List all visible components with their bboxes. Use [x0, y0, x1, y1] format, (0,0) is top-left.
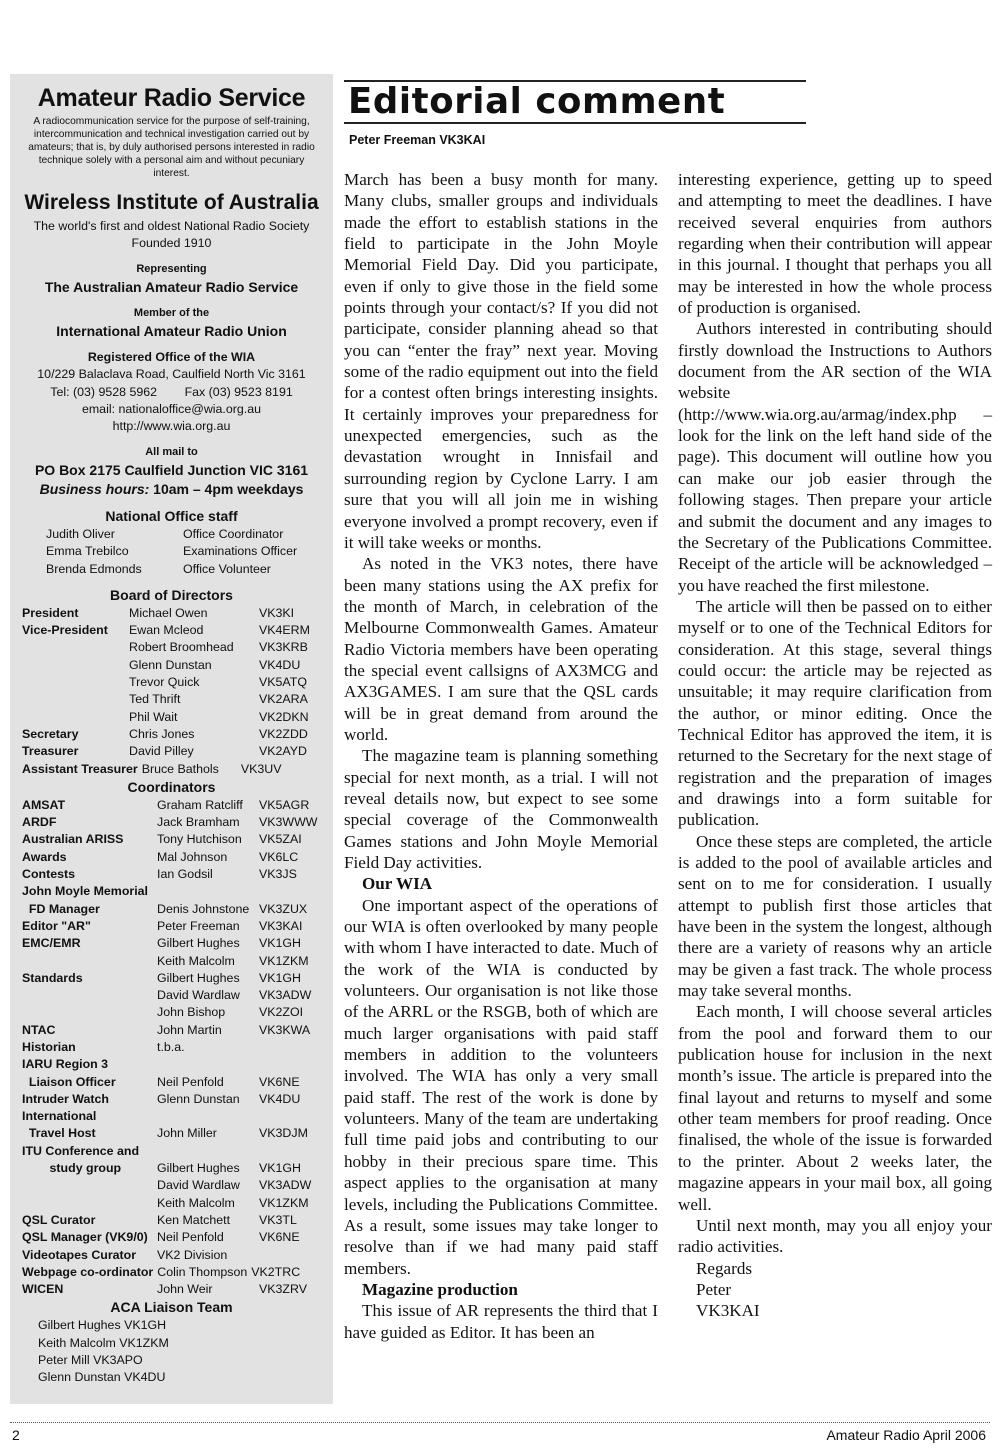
coord-name: VK2 Division	[157, 1247, 228, 1262]
aca-member: Keith Malcolm VK1ZKM	[38, 1335, 169, 1350]
board-call: VK2ZDD	[259, 726, 308, 741]
board-role	[22, 657, 129, 674]
org-name: Wireless Institute of Australia	[24, 191, 319, 214]
coord-call: VK1ZKM	[259, 1195, 309, 1210]
coord-role: John Moyle Memorial	[22, 884, 148, 899]
coord-call	[259, 1247, 321, 1264]
staff-role: Office Coordinator	[183, 526, 284, 541]
staff-name: Brenda Edmonds	[46, 561, 142, 576]
coord-call: VK1GH	[259, 970, 302, 985]
org-tagline: The world's first and oldest National Radio Society	[33, 219, 310, 233]
article-column-1	[344, 169, 658, 1343]
member-label: Member of the	[133, 306, 210, 319]
representing-value: The Australian Amateur Radio Service	[44, 278, 299, 295]
board-role	[22, 639, 129, 656]
aca-member: Peter Mill VK3APO	[38, 1353, 143, 1368]
article-column-2	[678, 169, 992, 1322]
article-paragraph: As noted in the VK3 notes, there have been many stations using the AX prefix for the month of March, in celebration of the Melbourne Commonwealth Games. Amateur Radio Victoria members have been operating the special event callsigns of AX3MCG and AX3GAMES. I am sure that the QSL cards will be in great demand from around the world.	[344, 554, 658, 744]
coord-name: Denis Johnstone	[157, 901, 250, 916]
headline-rule-bottom	[344, 122, 806, 124]
coord-role: ARDF	[22, 815, 57, 830]
hours-label: Business hours:	[39, 480, 150, 497]
coord-name: John Martin	[157, 1022, 222, 1037]
coord-role: Australian ARISS	[22, 832, 124, 847]
coord-call: VK3ZRV	[259, 1282, 307, 1297]
hours-value: 10am – 4pm weekdays	[149, 480, 304, 497]
board-role: President	[22, 605, 79, 620]
coord-name: Ken Matchett	[157, 1212, 231, 1227]
board-role: Secretary	[22, 726, 79, 741]
coord-name: John Miller	[157, 1126, 217, 1141]
board-call: VK2DKN	[259, 709, 309, 724]
aca-list	[22, 1317, 321, 1386]
signoff-line: VK3KAI	[696, 1301, 760, 1321]
coord-call: VK3KAI	[259, 918, 303, 933]
coord-role: Standards	[22, 970, 83, 985]
coord-call: VK3ADW	[259, 1178, 312, 1193]
coord-call: VK3ADW	[259, 988, 312, 1003]
article-paragraph: Once these steps are completed, the article is added to the pool of available articles and sent on to me for consideration. I usually attempt to publish first those articles that have been in the system the longest, although there are a variety of reasons why an article may be given a fast track. The whole process may take several months.	[678, 831, 992, 1001]
board-role	[22, 674, 129, 691]
coord-name: Mal Johnson	[157, 849, 228, 864]
staff-name: Judith Oliver	[46, 526, 115, 541]
mail-label: All mail to	[145, 445, 198, 458]
board-name: Ewan Mcleod	[129, 623, 204, 638]
coord-name: Keith Malcolm	[157, 1195, 235, 1210]
coord-name: John Bishop	[157, 1005, 226, 1020]
wicen-row	[22, 1281, 321, 1298]
board-name: David Pilley	[129, 744, 194, 759]
staff-role: Examinations Officer	[183, 544, 298, 559]
coord-name: Tony Hutchison	[157, 832, 242, 847]
coord-call: VK3WWW	[259, 815, 318, 830]
board-role: Vice-President	[22, 623, 108, 638]
coord-call: VK4DU	[259, 1091, 301, 1106]
article-paragraph: This issue of AR represents the third that I have guided as Editor. It has been an	[344, 1301, 658, 1342]
coord-name: Neil Penfold	[157, 1074, 224, 1089]
representing-label: Representing	[136, 262, 207, 275]
board-call: VK2AYD	[259, 744, 307, 759]
coord-name: Colin Thompson	[157, 1264, 248, 1279]
coord-role: Liaison Officer	[22, 1074, 116, 1089]
coord-name: Neil Penfold	[157, 1230, 224, 1245]
coord-call: VK3JS	[259, 867, 297, 882]
coord-role: ITU Conference and	[22, 1143, 140, 1158]
article-paragraph: Until next month, may you all enjoy your radio activities.	[678, 1215, 992, 1257]
section-heading: Our WIA	[362, 874, 433, 894]
sidebar-panel	[10, 74, 333, 1404]
coord-call: VK6NE	[259, 1230, 300, 1245]
coord-call: VK1ZKM	[259, 953, 309, 968]
coord-call: VK3ZUX	[259, 901, 308, 916]
coord-call: VK1GH	[259, 1161, 302, 1176]
staff-name: Emma Trebilco	[46, 544, 129, 559]
article-paragraph: The magazine team is planning something special for next month, as a trial. I will not reveal details now, but expect to see some special coverage of the Commonwealth Games stations and John Moyle Memorial Field Day activities.	[344, 746, 658, 872]
office-web: http://www.wia.org.au	[112, 419, 231, 434]
coord-role	[22, 987, 157, 1004]
coord-role: EMC/EMR	[22, 936, 81, 951]
asst-treasurer-row	[22, 761, 321, 778]
coord-name: Jack Bramham	[157, 815, 240, 830]
coord-role: NTAC	[22, 1022, 56, 1037]
coord-name: Peter Freeman	[157, 918, 240, 933]
signoff-line: Regards	[696, 1258, 753, 1278]
coord-role: Editor "AR"	[22, 918, 91, 933]
staff-list	[22, 526, 321, 578]
coord-call: VK3KWA	[259, 1022, 311, 1037]
article-paragraph: The article will then be passed on to either myself or to one of the Technical Editors for consideration. At this stage, several things could occur: the article may be rejected as unsuitable; it may require clarification from the author, or minor editing. Once the Technical Editor has approved the item, it is returned to the Secretary for the next stage of registration and the preparation of images and drawings into a form suitable for publication.	[678, 596, 992, 830]
board-heading: Board of Directors	[110, 586, 233, 603]
coord-call: VK6LC	[259, 849, 299, 864]
board-call: VK4ERM	[259, 623, 310, 638]
coord-role: Contests	[22, 867, 76, 882]
board-name: Phil Wait	[129, 709, 178, 724]
board-role	[22, 709, 129, 726]
office-heading: Registered Office of the WIA	[87, 350, 256, 365]
page-number: 2	[12, 1427, 20, 1443]
mail-address: PO Box 2175 Caulfield Junction VIC 3161	[34, 461, 309, 478]
coord-role: WICEN	[22, 1282, 64, 1297]
publication-title: Amateur Radio April 2006	[826, 1427, 986, 1443]
board-name: Ted Thrift	[129, 692, 181, 707]
board-call: VK5ATQ	[259, 675, 307, 690]
coord-role: Historian	[22, 1039, 76, 1054]
footer-rule	[10, 1422, 990, 1423]
coord-role: Awards	[22, 849, 67, 864]
coord-call: VK6NE	[259, 1074, 300, 1089]
coord-name: Keith Malcolm	[157, 953, 235, 968]
coord-name: John Weir	[157, 1282, 213, 1297]
board-role	[22, 691, 129, 708]
board-name: Trevor Quick	[129, 675, 200, 690]
board-call: VK3KI	[259, 605, 295, 620]
coord-name: Gilbert Hughes	[157, 970, 240, 985]
board-call: VK3KRB	[259, 640, 308, 655]
coord-role: IARU Region 3	[22, 1057, 109, 1072]
article-paragraph: Each month, I will choose several articles from the pool and forward them to our publication house for inclusion in the next month’s issue. The article is prepared into the final layout and returns to myself and some other team members for proof reading. Once finalised, the whole of the issue is forwarded to the printer. About 2 weeks later, the magazine appears in your mail box, all going well.	[678, 1002, 992, 1214]
office-email: email: nationaloffice@wia.org.au	[81, 402, 262, 417]
coord-role: QSL Curator	[22, 1212, 96, 1227]
office-address: 10/229 Balaclava Road, Caulfield North Vic 3161	[37, 367, 306, 382]
section-heading: Magazine production	[362, 1279, 518, 1299]
board-name: Chris Jones	[129, 726, 195, 741]
aca-member: Gilbert Hughes VK1GH	[38, 1318, 167, 1333]
coord-call: VK3TL	[259, 1212, 297, 1227]
coord-name: David Wardlaw	[157, 988, 240, 1003]
coord-name: Glenn Dunstan	[157, 1091, 240, 1106]
signoff-line: Peter	[696, 1279, 732, 1299]
article-paragraph: March has been a busy month for many. Many clubs, smaller groups and individuals made the effort to establish stations in the field to participate in the John Moyle Memorial Field Day. Did you participate, even if only to give those in the field some points through your contact/s? If you did not participate, consider planning ahead so that you can “enter the fray” next year. Moving some of the radio equipment out into the field for a contest often brings interesting insights. It certainly improves your preparedness for unexpected emergencies, such as the devastation wrought in Innisfail and surrounding region by Cyclone Larry. I am sure that you will all join me in wishing everyone involved a prompt recovery, even if it will take weeks or months.	[344, 170, 658, 552]
sidebar-purpose: A radiocommunication service for the purpose of self-training, intercommunication and technical investigation carried out by amateurs; that is, by duly authorised persons interested in radio technique solely with a personal aim and without pecuniary interest.	[28, 116, 315, 179]
board-role: Treasurer	[22, 744, 79, 759]
coord-role: International	[22, 1109, 97, 1124]
coord-name: Ian Godsil	[157, 867, 213, 882]
article-paragraph: One important aspect of the operations of our WIA is often overlooked by many people with whom I have interacted to date. Much of the work of the WIA is conducted by volunteers. Our organisation is not like those of the ARRL or the RSGB, both of which are much larger organisations with paid staff members in addition to the volunteers involved. The WIA has only a very small paid staff. The rest of the work is done by volunteers. Many of the team are undertaking full time paid jobs and contributing to our hobby in their precious spare time. This aspect applies to the organisation at many levels, including the Publications Committee. As a result, some issues may take longer to resolve than if we had many paid staff members.	[344, 895, 658, 1278]
article-headline: Editorial comment	[348, 81, 726, 122]
coord-call: VK3DJM	[259, 1126, 308, 1141]
coord-call: VK2TRC	[251, 1264, 301, 1279]
coord-role: study group	[22, 1161, 122, 1176]
coord-role	[22, 1177, 157, 1194]
webpage-coord-row	[22, 1264, 321, 1281]
coord-heading: Coordinators	[127, 778, 216, 795]
board-call: VK4DU	[259, 657, 301, 672]
board-role: Assistant Treasurer	[22, 761, 138, 776]
coord-role: QSL Manager (VK9/0)	[22, 1230, 148, 1245]
coord-role: Webpage co-ordinator	[22, 1264, 154, 1279]
coord-name: David Wardlaw	[157, 1178, 240, 1193]
coord-role: Intruder Watch	[22, 1091, 109, 1106]
aca-member: Glenn Dunstan VK4DU	[38, 1370, 166, 1385]
staff-heading: National Office staff	[105, 507, 238, 524]
board-name: Bruce Bathols	[141, 761, 219, 776]
board-name: Glenn Dunstan	[129, 657, 212, 672]
coord-name: Gilbert Hughes	[157, 936, 240, 951]
coord-role: Travel Host	[22, 1126, 96, 1141]
coord-role	[22, 953, 157, 970]
coord-name: Graham Ratcliff	[157, 797, 243, 812]
article-paragraph: Authors interested in contributing should firstly download the Instructions to Authors document from the AR section of the WIA website (http://www.wia.org.au/armag/index.php – look for the link on the left hand side of the page). This document will outline how you can make our job easier through the following stages. Then prepare your article and submit the document and any images to the Secretary of the Publications Committee. Receipt of the article will be acknowledged – you have reached the first milestone.	[678, 319, 992, 595]
coord-role: Videotapes Curator	[22, 1247, 137, 1262]
coord-call	[259, 1039, 321, 1056]
sidebar-title: Amateur Radio Service	[37, 84, 306, 112]
business-hours	[22, 480, 321, 499]
coord-name: Gilbert Hughes	[157, 1161, 240, 1176]
coord-call: VK5ZAI	[259, 832, 302, 847]
board-list	[22, 605, 321, 761]
member-value: International Amateur Radio Union	[56, 323, 287, 340]
board-call: VK3UV	[240, 761, 282, 776]
staff-role: Office Volunteer	[183, 561, 271, 576]
article-paragraph: interesting experience, getting up to speed and attempting to meet the deadlines. I have received several enquiries from authors regarding when their contribution will appear in this journal. I thought that perhaps you all may be interested in how the whole process of production is organised.	[678, 170, 992, 318]
office-phone: Tel: (03) 9528 5962 Fax (03) 9523 8191	[50, 384, 293, 399]
article-byline: Peter Freeman VK3KAI	[349, 133, 486, 147]
coord-call: VK2ZOI	[259, 1005, 304, 1020]
coord-role: FD Manager	[22, 901, 100, 916]
coord-call: VK1GH	[259, 936, 302, 951]
coord-call: VK5AGR	[259, 797, 310, 812]
board-call: VK2ARA	[259, 692, 308, 707]
coord-role	[22, 1195, 157, 1212]
board-name: Robert Broomhead	[129, 640, 234, 655]
org-founded: Founded 1910	[131, 236, 212, 251]
aca-heading: ACA Liaison Team	[110, 1299, 233, 1316]
coordinator-list	[22, 797, 321, 1264]
coord-role	[22, 1004, 157, 1021]
coord-name: t.b.a.	[157, 1039, 185, 1054]
coord-role: AMSAT	[22, 797, 66, 812]
board-name: Michael Owen	[129, 605, 208, 620]
